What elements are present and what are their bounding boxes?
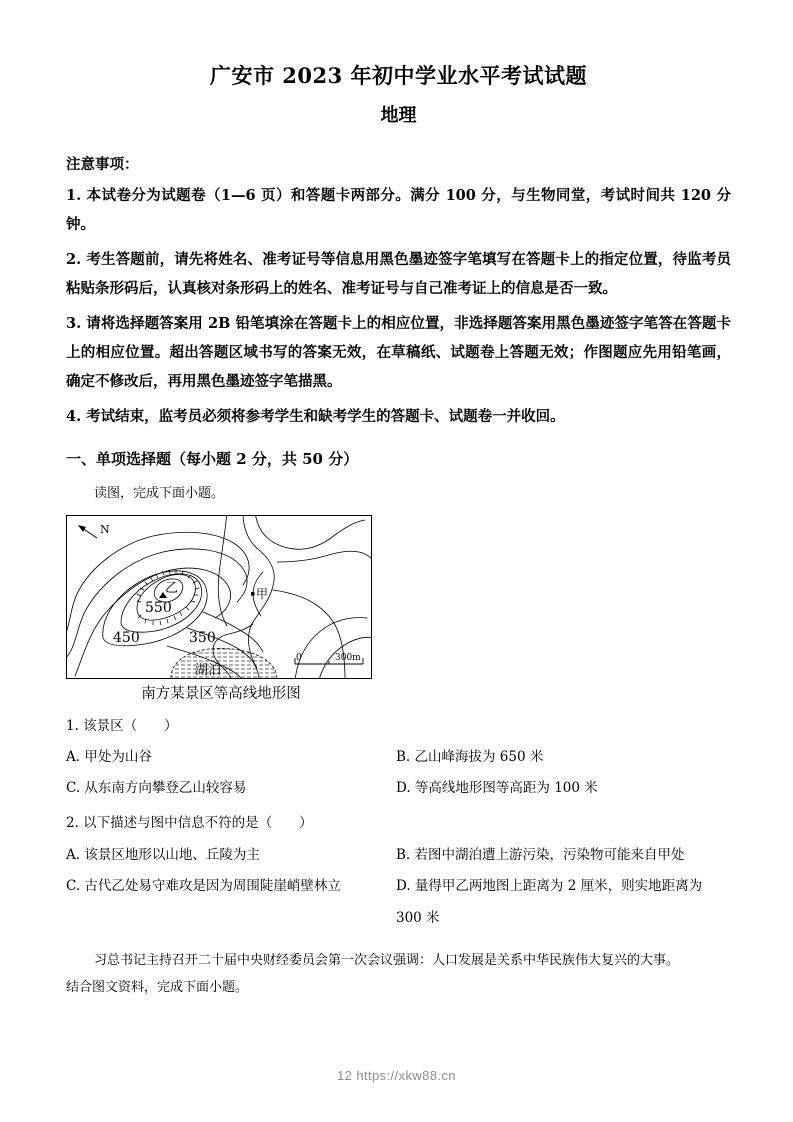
option-2-d[interactable]: D. 量得甲乙两地图上距离为 2 厘米，则实地距离为 300 米: [396, 878, 703, 926]
contour-map-svg: [67, 516, 371, 678]
question-1-stem: 1. 该景区（ ）: [66, 717, 178, 734]
question-2-stem: 2. 以下描述与图中信息不符的是（ ）: [66, 815, 313, 832]
option-1-c[interactable]: C. 从东南方向攀登乙山较容易: [66, 780, 247, 797]
option-row: [66, 840, 731, 871]
notice-item-2: 2. 考生答题前，请先将姓名、准考证号等信息用黑色墨迹签字笔填写在答题卡上的指定位置，待监考员粘贴条形码后，认真核对条形码上的姓名、准考证号与自己准考证上的信息是否一致。: [66, 251, 731, 298]
option-row: [66, 871, 731, 933]
option-2-c[interactable]: C. 古代乙处易守难攻是因为周围陡崖峭壁林立: [66, 878, 341, 895]
passage-line-1: 习总书记主持召开二十届中央财经委员会第一次会议强调：人口发展是关系中华民族伟大复兴的大事。: [94, 953, 680, 969]
notice-item-1: 1. 本试卷分为试题卷（1—6 页）和答题卡两部分。满分 100 分，与生物同堂，考试时间共 120 分钟。: [66, 187, 731, 234]
peak-label-yi: 乙: [165, 580, 179, 596]
option-1-a[interactable]: A. 甲处为山谷: [66, 749, 152, 766]
page-title: 广安市 2023 年初中学业水平考试试题: [209, 63, 588, 88]
notice-item-4: 4. 考试结束，监考员必须将参考学生和缺考学生的答题卡、试题卷一并收回。: [66, 408, 565, 426]
passage-line-2: 结合图文资料，完成下面小题。: [66, 980, 249, 996]
scale-label-end: 300m: [335, 652, 361, 663]
compass-arrow: [78, 525, 97, 538]
compass-label: N: [100, 522, 110, 536]
option-2-b[interactable]: B. 若图中湖泊遭上游污染，污染物可能来自甲处: [396, 847, 685, 864]
point-jia-marker: [251, 592, 255, 596]
notice-heading: 注意事项：: [66, 155, 139, 173]
option-row: [66, 742, 731, 773]
map-frame: [66, 515, 372, 679]
lake-label: 湖泊: [195, 662, 222, 678]
lead-in-text: 读图，完成下面小题。: [94, 485, 225, 501]
subject-title: 地理: [380, 105, 417, 127]
contour-label-350: 350: [189, 629, 216, 646]
contour-label-550: 550: [145, 599, 172, 616]
option-row: [66, 773, 731, 804]
point-label-jia: 甲: [256, 586, 269, 601]
lake-shape: [171, 648, 277, 678]
question-2-options: [66, 840, 731, 933]
scale-label-start: 0: [296, 652, 302, 663]
figure-caption: 南方某景区等高线地形图: [141, 685, 301, 702]
section-heading: 一、单项选择题（每小题 2 分，共 50 分）: [66, 450, 359, 469]
option-2-a[interactable]: A. 该景区地形以山地、丘陵为主: [66, 847, 260, 864]
contour-map-figure: [66, 515, 376, 707]
option-1-d[interactable]: D. 等高线地形图等高距为 100 米: [396, 780, 598, 797]
question-1-options: [66, 742, 731, 804]
footer-watermark: 12 https://xkw88.cn: [337, 1068, 456, 1083]
notice-item-3: 3. 请将选择题答案用 2B 铅笔填涂在答题卡上的相应位置，非选择题答案用黑色墨迹签字笔答在答题卡上的相应位置。超出答题区域书写的答案无效，在草稿纸、试题卷上答题无效；作图题应先用铅笔画，确定不修改后，再用黑色墨迹签字笔描黑。: [66, 315, 731, 391]
contour-label-450: 450: [113, 629, 140, 646]
option-1-b[interactable]: B. 乙山峰海拔为 650 米: [396, 749, 544, 766]
page-content: [66, 0, 731, 1002]
